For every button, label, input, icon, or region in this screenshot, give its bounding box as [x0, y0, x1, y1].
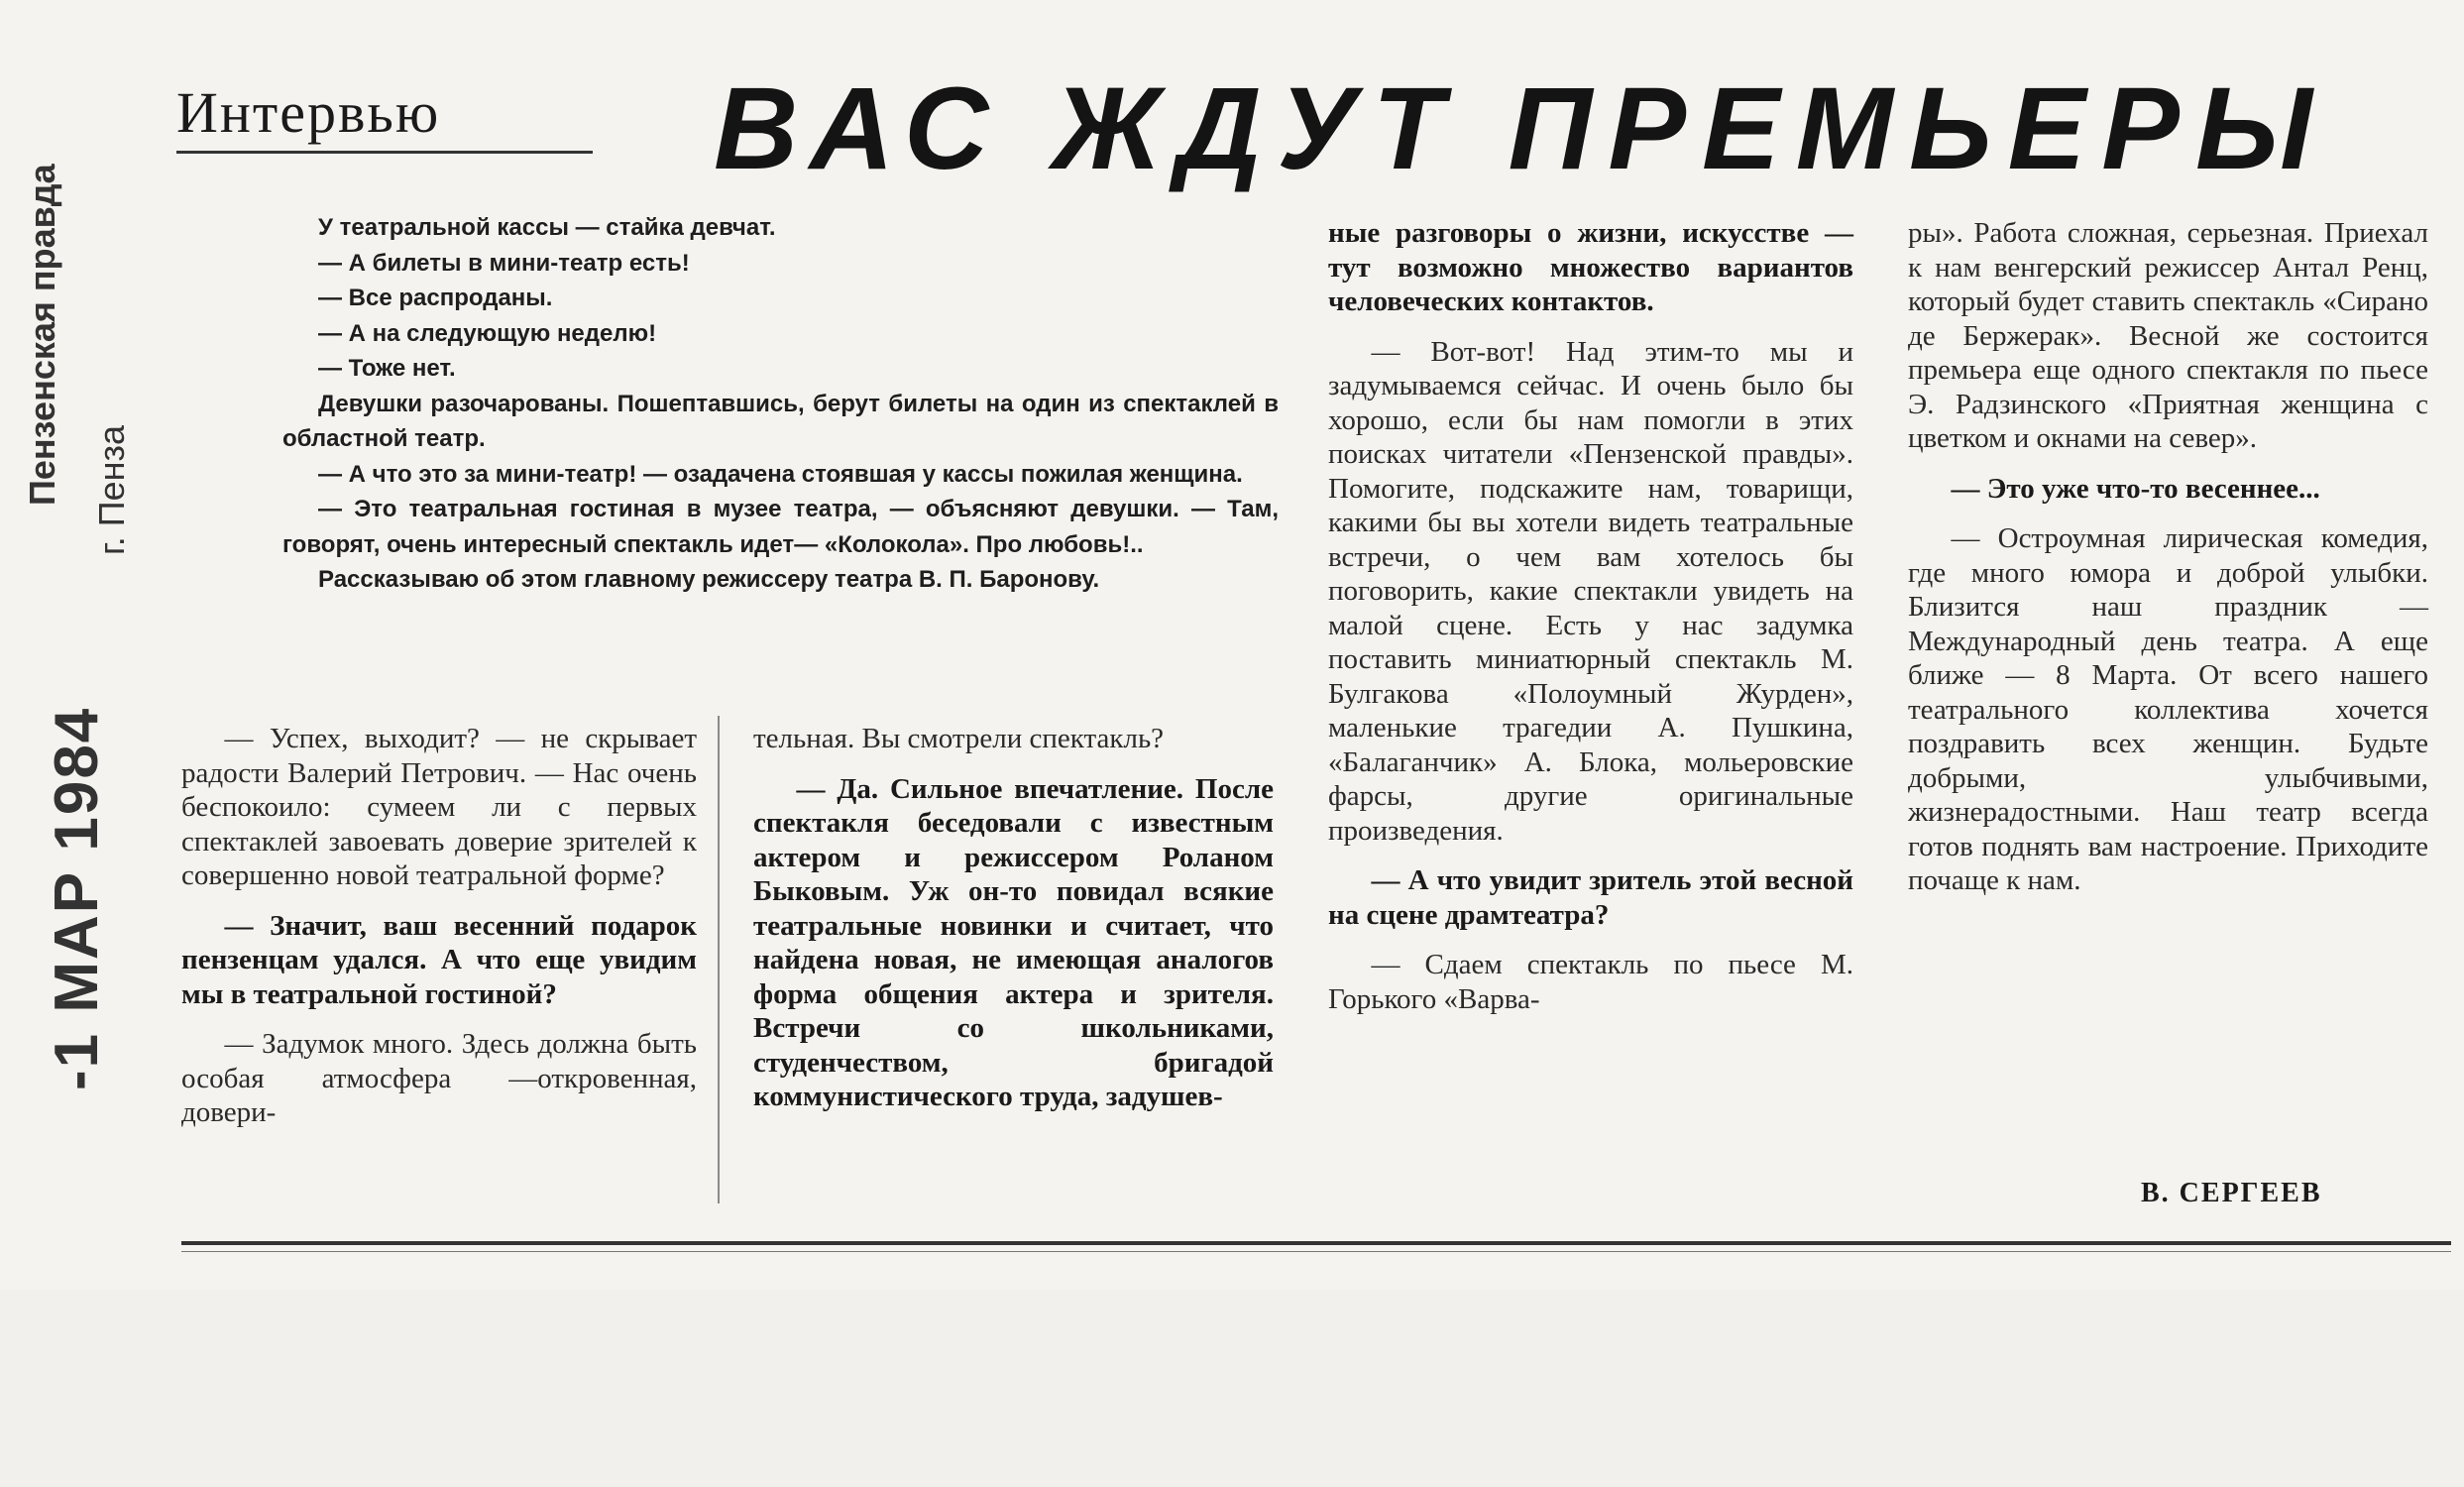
lead-line: — А на следующую неделю! — [318, 319, 657, 347]
author-signature: В. СЕРГЕЕВ — [2141, 1178, 2322, 1208]
lead-line: — Тоже нет. — [318, 355, 456, 382]
article-column-1 — [181, 722, 697, 1130]
rubric-underline — [176, 151, 593, 154]
lead-paragraph — [282, 210, 1279, 598]
date-stamp: -1 МАР 1984 — [43, 706, 111, 1090]
interviewer-question: — Это уже что-то весеннее... — [1951, 472, 2320, 505]
interviewer-question: ные разговоры о жизни, искусстве — тут возможно множество вариантов человеческих контактов. — [1328, 217, 1853, 317]
lead-line: У театральной кассы — стайка девчат. — [318, 214, 776, 241]
interviewer-question: — А что увидит зритель этой весной на сцене драмтеатра? — [1328, 864, 1853, 931]
interview-answer: — Сдаем спектакль по пьесе М. Горького «Варва- — [1328, 949, 1853, 1015]
rubric-label: Интервью — [176, 80, 441, 145]
headline: ВАС ЖДУТ ПРЕМЬЕРЫ — [714, 63, 2328, 194]
column-divider — [718, 716, 720, 1203]
lead-line: Рассказываю об этом главному режиссеру театра В. П. Баронову. — [318, 566, 1100, 593]
lead-line: — Это театральная гостиная в музее театра, — объясняют девушки. — Там, говорят, очень интересный спектакль идет— «Колокола». Про любовь!.. — [282, 496, 1279, 558]
lead-line: Девушки разочарованы. Пошептавшись, берут билеты на один из спектаклей в областной театр. — [282, 390, 1279, 452]
interview-answer: — Остроумная лирическая комедия, где много юмора и доброй улыбки. Близится наш праздник — Международный день театра. А еще ближе — 8 Марта. От всего нашего театрального коллектива хочется поздравить всех женщин. Будьте добрыми, улыбчивыми, жизнерадостными. Наш театр всегда готов поднять вам настроение. Приходите почаще к нам. — [1908, 522, 2428, 896]
interview-answer: — Успех, выходит? — не скрывает радости Валерий Петрович. — Нас очень беспокоило: сумеем ли с первых спектаклей завоевать доверие зрителей к совершенно новой театральной форме? — [181, 723, 697, 891]
interview-answer: тельная. Вы смотрели спектакль? — [753, 723, 1165, 754]
interview-answer: — Задумок много. Здесь должна быть особая атмосфера —откровенная, довери- — [181, 1028, 697, 1128]
article-column-4 — [1908, 216, 2428, 898]
article-column-2 — [753, 722, 1274, 1114]
article-column-3 — [1328, 216, 1853, 1016]
interview-answer: ры». Работа сложная, серьезная. Приехал к нам венгерский режиссер Антал Ренц, который будет ставить спектакль «Сирано де Бержерак». Весной же состоится премьера еще одного спектакля по пьесе Э. Радзинского «Приятная женщина с цветком и окнами на север». — [1908, 217, 2428, 454]
city-stamp: г. Пенза — [91, 424, 132, 555]
newspaper-name-stamp: Пензенская правда — [22, 164, 62, 506]
interviewer-question: — Да. Сильное впечатление. После спектакля беседовали с известным актером и режиссером Роланом Быковым. Уж он-то повидал всякие театральные новинки и считает, что найдена новая, не имеющая аналогов форма общения актера и зрителя. Встречи со школьниками, студенчеством, бригадой коммунистического труда, задушев- — [753, 772, 1274, 1112]
lead-line: — Все распроданы. — [318, 285, 553, 311]
interviewer-question: — Значит, ваш весенний подарок пензенцам удался. А что еще увидим мы в театральной гостиной? — [181, 909, 697, 1010]
bottom-rule — [181, 1241, 2451, 1245]
bottom-rule-thin — [181, 1251, 2451, 1252]
lead-line: — А что это за мини-театр! — озадачена стоявшая у кассы пожилая женщина. — [318, 460, 1243, 488]
lead-line: — А билеты в мини-театр есть! — [318, 249, 690, 277]
interview-answer: — Вот-вот! Над этим-то мы и задумываемся сейчас. И очень было бы хорошо, если бы нам помогли в этих поисках читатели «Пензенской правды». Помогите, подскажите нам, товарищи, какими бы вы хотели видеть театральные встречи, о чем вам хотелось бы поговорить, какие спектакли увидеть на малой сцене. Есть у нас задумка поставить миниатюрный спектакль М. Булгакова «Полоумный Журден», маленькие трагедии А. Пушкина, «Балаганчик» А. Блока, мольеровские фарсы, другие оригинальные произведения. — [1328, 335, 1853, 847]
